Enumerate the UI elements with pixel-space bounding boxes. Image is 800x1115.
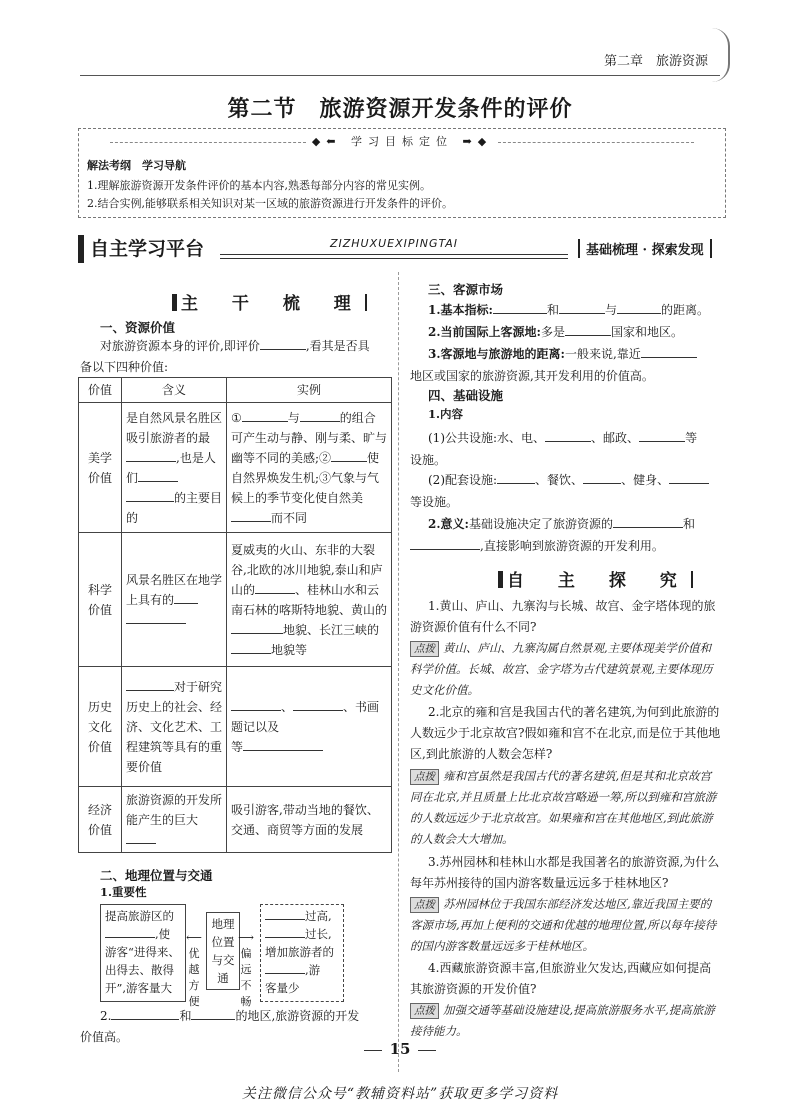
paragraph: 2.意义:基础设施决定了旅游资源的 和	[428, 517, 695, 531]
tip-badge: 点拨	[410, 769, 439, 785]
value-type: 历史 文化 价值	[79, 667, 122, 787]
table-row	[79, 787, 392, 853]
arrow-right-icon: ⟶	[238, 931, 254, 944]
banner-rule	[220, 237, 568, 261]
flow-arrow-left: ⟵ 优越 方便	[184, 930, 204, 1010]
question: 3.苏州园林和桂林山水都是我国著名的旅游资源,为什么每年苏州接待的国内游客数量远远多于桂林地区?	[410, 855, 720, 890]
value-type: 美学 价值	[79, 403, 122, 533]
header-rule	[80, 75, 720, 76]
value-table	[78, 377, 392, 853]
paragraph: 3.客源地与旅游地的距离:一般来说,靠近	[428, 344, 697, 365]
paragraph: 备以下四种价值:	[80, 360, 169, 374]
value-meaning: 旅游资源的开发所能产生的巨大	[122, 787, 227, 853]
flow-box-advantage: 提高旅游区的 ,使 游客“进得来、 出得去、散得 开”,游客量大	[100, 904, 186, 1002]
value-example: 夏威夷的火山、东非的大裂谷,北欧的冰川地貌,泰山和庐山的 、桂林山水和云南石林的喀斯特地貌、黄山的地貌、长江三峡的地貌等	[227, 533, 392, 667]
table-row	[79, 533, 392, 667]
question: 2.北京的雍和宫是我国古代的著名建筑,为何到此旅游的人数远少于北京故宫?假如雍和宫不在北京,而是位于其他地区,到此旅游的人数会怎样?	[410, 705, 721, 761]
value-meaning: 风景名胜区在地学上具有的	[122, 533, 227, 667]
question: 1.黄山、庐山、九寨沟与长城、故宫、金字塔体现的旅游资源价值有什么不同?	[410, 599, 716, 634]
objectives-label: 解法考纲 学习导航	[87, 159, 186, 172]
objective-item: 1.理解旅游资源开发条件评价的基本内容,熟悉每部分内容的常见实例。	[87, 179, 431, 192]
section-heading: 一、资源价值	[100, 320, 176, 335]
paragraph: 2. 和 的地区,旅游资源的开发	[100, 1009, 360, 1023]
value-meaning: 对于研究历史上的社会、经济、文化艺术、工程建筑等具有的重要价值	[122, 667, 227, 787]
sub-heading: 1.重要性	[100, 885, 147, 899]
running-header	[0, 0, 800, 80]
value-example: 吸引游客,带动当地的餐饮、交通、商贸等方面的发展	[227, 787, 392, 853]
table-header: 实例	[227, 378, 392, 403]
chapter-label: 第二章 旅游资源	[603, 54, 708, 69]
paragraph: 等设施。	[410, 495, 459, 509]
section-heading: 三、客源市场	[428, 282, 504, 297]
banner-subtitle: 基础梳理 · 探索发现	[578, 239, 712, 258]
value-example: ① 与 的组合可产生动与静、刚与柔、旷与幽等不同的美感;② 使自然界焕发生机;③气象与气候上的季节变化使自然美而不同	[227, 403, 392, 533]
question: 4.西藏旅游资源丰富,但旅游业欠发达,西藏应如何提高其旅游资源的开发价值?	[410, 961, 712, 996]
arrow-left-icon: ⟵	[186, 931, 202, 944]
objective-item: 2.结合实例,能够联系相关知识对某一区域的旅游资源进行开发条件的评价。	[87, 197, 453, 210]
table-header: 含义	[122, 378, 227, 403]
platform-banner	[78, 233, 724, 265]
objectives-heading: ◆⬅ 学习目标定位 ➡◆	[79, 133, 725, 149]
paragraph: (1)公共设施:水、电、 、邮政、 等	[428, 431, 698, 445]
flow-arrow-right: ⟶ 偏远 不畅	[236, 930, 256, 1010]
section-title-main: 主 干 梳 理	[172, 289, 367, 314]
answer: 点拨 加强交通等基础设施建设,提高旅游服务水平,提高旅游接待能力。	[410, 1003, 715, 1038]
banner-pinyin: ZIZHUXUEXIPINGTAI	[329, 237, 459, 250]
flow-box-disadvantage: 过高, 过长, 增加旅游者的 ,游 客量少	[260, 904, 344, 1002]
paragraph: 2.当前国际上客源地:多是 国家和地区。	[428, 325, 683, 339]
paragraph: 1.基本指标: 和 与 的距离。	[428, 303, 710, 317]
table-row	[79, 403, 392, 533]
section-heading: 四、基础设施	[428, 388, 504, 403]
section-heading: 二、地理位置与交通	[100, 868, 213, 883]
paragraph: 对旅游资源本身的评价,即评价 ,看其是否具	[100, 339, 370, 353]
column-divider	[398, 272, 399, 1072]
value-type: 经济 价值	[79, 787, 122, 853]
table-row	[79, 667, 392, 787]
tip-badge: 点拨	[410, 897, 439, 913]
tip-badge: 点拨	[410, 1003, 439, 1019]
answer: 点拨 雍和宫虽然是我国古代的著名建筑,但是其和北京故宫同在北京,并且质量上比北京故宫略逊一筹,所以到雍和宫旅游的人数远远少于北京故宫。如果雍和宫在其他地区,到此旅游的人数会大大增加。	[410, 769, 717, 846]
page-curl-decoration	[712, 28, 730, 82]
paragraph: ,直接影响到旅游资源的开发利用。	[410, 536, 664, 557]
arrow-right-icon: ➡◆	[462, 135, 493, 148]
section-title-explore: 自 主 探 究	[498, 566, 693, 591]
answer: 点拨 黄山、庐山、九寨沟属自然景观,主要体现美学价值和科学价值。长城、故宫、金字塔为古代建筑景观,主要体现历史文化价值。	[410, 641, 713, 697]
table-header: 价值	[79, 378, 122, 403]
page-number: 15	[0, 1040, 800, 1058]
flow-box-center: 地理 位置 与交 通	[206, 912, 240, 990]
table-header-row	[79, 378, 392, 403]
value-meaning: 是自然风景名胜区吸引旅游者的最,也是人们 的主要目的	[122, 403, 227, 533]
arrow-left-icon: ◆⬅	[311, 135, 342, 148]
banner-title: 自主学习平台	[78, 235, 222, 263]
footer-promo: 关注微信公众号“教辅资料站”获取更多学习资料	[241, 1086, 559, 1102]
value-example: 、 、书画题记以及 等	[227, 667, 392, 787]
sub-heading: 1.内容	[428, 407, 464, 421]
objectives-box	[78, 128, 726, 218]
page-title: 第二节 旅游资源开发条件的评价	[227, 96, 573, 122]
answer: 点拨 苏州园林位于我国东部经济发达地区,靠近我国主要的客源市场,再加上便利的交通和优越的地理位置,所以每年接待的国内游客数量远远多于桂林地区。	[410, 897, 717, 953]
paragraph: 价值高。	[80, 1030, 129, 1044]
paragraph: 地区或国家的旅游资源,其开发利用的价值高。	[410, 369, 654, 383]
paragraph: (2)配套设施: 、餐饮、 、健身、	[428, 470, 709, 491]
paragraph: 设施。	[410, 453, 447, 467]
tip-badge: 点拨	[410, 641, 439, 657]
value-type: 科学 价值	[79, 533, 122, 667]
